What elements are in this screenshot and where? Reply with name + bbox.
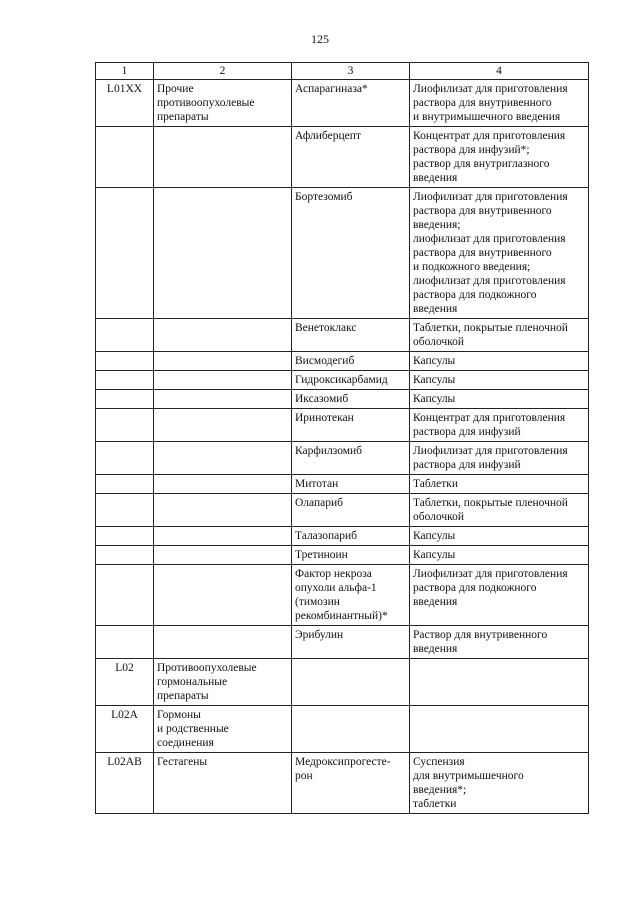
dosage-form-cell-text: Суспензия для внутримышечного введения*; таблетки [413, 756, 524, 810]
table-row [96, 371, 589, 390]
dosage-form-cell-text: Капсулы [413, 530, 456, 542]
atc-code-cell [96, 753, 154, 814]
dosage-form-cell-text: Лиофилизат для приготовления раствора для инфузий [413, 445, 568, 471]
group-name-cell [154, 706, 292, 753]
group-name-cell-text: Гормоны и родственные соединения [157, 709, 229, 749]
drug-name-cell-text: Иринотекан [295, 412, 354, 424]
dosage-form-cell-text: Капсулы [413, 549, 456, 561]
atc-code-cell [96, 706, 154, 753]
dosage-form-cell [410, 494, 589, 527]
atc-code-cell [96, 659, 154, 706]
atc-code-cell [96, 371, 154, 390]
table-row [96, 442, 589, 475]
group-name-cell [154, 80, 292, 127]
dosage-form-cell [410, 753, 589, 814]
group-name-cell [154, 319, 292, 352]
drug-name-cell [292, 626, 410, 659]
table-header-row [96, 63, 589, 80]
dosage-form-cell [410, 371, 589, 390]
dosage-form-cell [410, 188, 589, 319]
table-row [96, 565, 589, 626]
dosage-form-cell [410, 319, 589, 352]
dosage-form-cell [410, 565, 589, 626]
drug-name-cell-text: Венетоклакс [295, 322, 357, 334]
table-row [96, 659, 589, 706]
group-name-cell [154, 390, 292, 409]
dosage-form-cell [410, 390, 589, 409]
dosage-form-cell-text: Лиофилизат для приготовления раствора для внутривенного и внутримышечного введения [413, 83, 568, 123]
drug-name-cell-text: Бортезомиб [295, 191, 353, 203]
group-name-cell [154, 527, 292, 546]
drug-name-cell [292, 659, 410, 706]
group-name-cell [154, 442, 292, 475]
atc-code-cell [96, 494, 154, 527]
atc-code-cell-text: L02AB [107, 756, 142, 768]
group-name-cell [154, 352, 292, 371]
drug-name-cell [292, 442, 410, 475]
page-number: 125 [311, 32, 329, 46]
drug-name-cell-text: Олапариб [295, 497, 344, 509]
table-body [96, 80, 589, 814]
drug-name-cell-text: Аспарагиназа* [295, 83, 368, 95]
table-row [96, 527, 589, 546]
group-name-cell [154, 475, 292, 494]
drug-name-cell-text: Эрибулин [295, 629, 344, 641]
table-row [96, 626, 589, 659]
table-row [96, 706, 589, 753]
drug-name-cell [292, 80, 410, 127]
group-name-cell [154, 409, 292, 442]
group-name-cell [154, 753, 292, 814]
drug-name-cell-text: Фактор некроза опухоли альфа-1 (тимозин рекомбинантный)* [295, 568, 388, 622]
drug-table [95, 62, 589, 814]
dosage-form-cell-text: Концентрат для приготовления раствора для инфузий*; раствор для внутриглазного введения [413, 130, 566, 184]
table-row [96, 188, 589, 319]
atc-code-cell [96, 546, 154, 565]
table-row [96, 390, 589, 409]
atc-code-cell [96, 390, 154, 409]
dosage-form-cell-text: Таблетки [413, 478, 459, 490]
atc-code-cell [96, 409, 154, 442]
group-name-cell-text: Противоопухолевые гормональные препараты [157, 662, 257, 702]
header-col-1: 1 [96, 63, 154, 80]
group-name-cell [154, 371, 292, 390]
dosage-form-cell-text: Лиофилизат для приготовления раствора для внутривенного введения; лиофилизат для приготовления раствора для внутривенного и подкожного введения; лиофилизат для приготовления раствора для подкожного введения [413, 191, 568, 315]
atc-code-cell-text: L01XX [106, 83, 143, 95]
drug-name-cell [292, 188, 410, 319]
group-name-cell [154, 565, 292, 626]
atc-code-cell [96, 352, 154, 371]
drug-name-cell-text: Гидроксикарбамид [295, 374, 388, 386]
group-name-cell [154, 127, 292, 188]
dosage-form-cell-text: Капсулы [413, 355, 456, 367]
atc-code-cell [96, 319, 154, 352]
drug-name-cell [292, 565, 410, 626]
drug-name-cell-text: Третиноин [295, 549, 348, 561]
table-row [96, 475, 589, 494]
group-name-cell [154, 494, 292, 527]
atc-code-cell [96, 127, 154, 188]
drug-name-cell [292, 753, 410, 814]
atc-code-cell-text: L02A [111, 709, 138, 721]
atc-code-cell [96, 80, 154, 127]
dosage-form-cell-text: Таблетки, покрытые пленочной оболочкой [413, 497, 568, 523]
table-row [96, 494, 589, 527]
drug-name-cell-text: Иксазомиб [295, 393, 349, 405]
dosage-form-cell [410, 527, 589, 546]
table-row [96, 409, 589, 442]
drug-name-cell [292, 527, 410, 546]
drug-name-cell-text: Митотан [295, 478, 339, 490]
group-name-cell [154, 546, 292, 565]
table-row [96, 319, 589, 352]
dosage-form-cell [410, 475, 589, 494]
drug-name-cell [292, 352, 410, 371]
dosage-form-cell [410, 409, 589, 442]
drug-name-cell [292, 546, 410, 565]
header-col-2: 2 [154, 63, 292, 80]
drug-name-cell [292, 127, 410, 188]
drug-name-cell [292, 706, 410, 753]
atc-code-cell [96, 188, 154, 319]
atc-code-cell [96, 527, 154, 546]
group-name-cell-text: Гестагены [157, 756, 208, 768]
dosage-form-cell-text: Таблетки, покрытые пленочной оболочкой [413, 322, 568, 348]
drug-name-cell [292, 319, 410, 352]
dosage-form-cell [410, 352, 589, 371]
table-row [96, 127, 589, 188]
dosage-form-cell-text: Капсулы [413, 393, 456, 405]
dosage-form-cell [410, 546, 589, 565]
table-row [96, 80, 589, 127]
atc-code-cell [96, 565, 154, 626]
dosage-form-cell [410, 442, 589, 475]
dosage-form-cell [410, 706, 589, 753]
dosage-form-cell [410, 626, 589, 659]
drug-name-cell-text: Висмодегиб [295, 355, 355, 367]
group-name-cell-text: Прочие противоопухолевые препараты [157, 83, 255, 123]
dosage-form-cell-text: Концентрат для приготовления раствора для инфузий [413, 412, 566, 438]
drug-name-cell-text: Афлиберцепт [295, 130, 361, 142]
group-name-cell [154, 188, 292, 319]
dosage-form-cell-text: Лиофилизат для приготовления раствора для подкожного введения [413, 568, 568, 608]
drug-name-cell [292, 494, 410, 527]
atc-code-cell [96, 626, 154, 659]
header-col-4: 4 [410, 63, 589, 80]
drug-name-cell-text: Карфилзомиб [295, 445, 363, 457]
header-col-3: 3 [292, 63, 410, 80]
dosage-form-cell [410, 127, 589, 188]
group-name-cell [154, 626, 292, 659]
atc-code-cell [96, 442, 154, 475]
table-row [96, 546, 589, 565]
dosage-form-cell [410, 80, 589, 127]
dosage-form-cell [410, 659, 589, 706]
drug-name-cell [292, 475, 410, 494]
drug-name-cell [292, 371, 410, 390]
atc-code-cell [96, 475, 154, 494]
group-name-cell [154, 659, 292, 706]
dosage-form-cell-text: Раствор для внутривенного введения [413, 629, 548, 655]
drug-name-cell-text: Медроксипрогесте- рон [295, 756, 391, 782]
drug-name-cell [292, 409, 410, 442]
drug-name-cell-text: Талазопариб [295, 530, 358, 542]
drug-name-cell [292, 390, 410, 409]
dosage-form-cell-text: Капсулы [413, 374, 456, 386]
table-row [96, 352, 589, 371]
atc-code-cell-text: L02 [115, 662, 134, 674]
table-row [96, 753, 589, 814]
